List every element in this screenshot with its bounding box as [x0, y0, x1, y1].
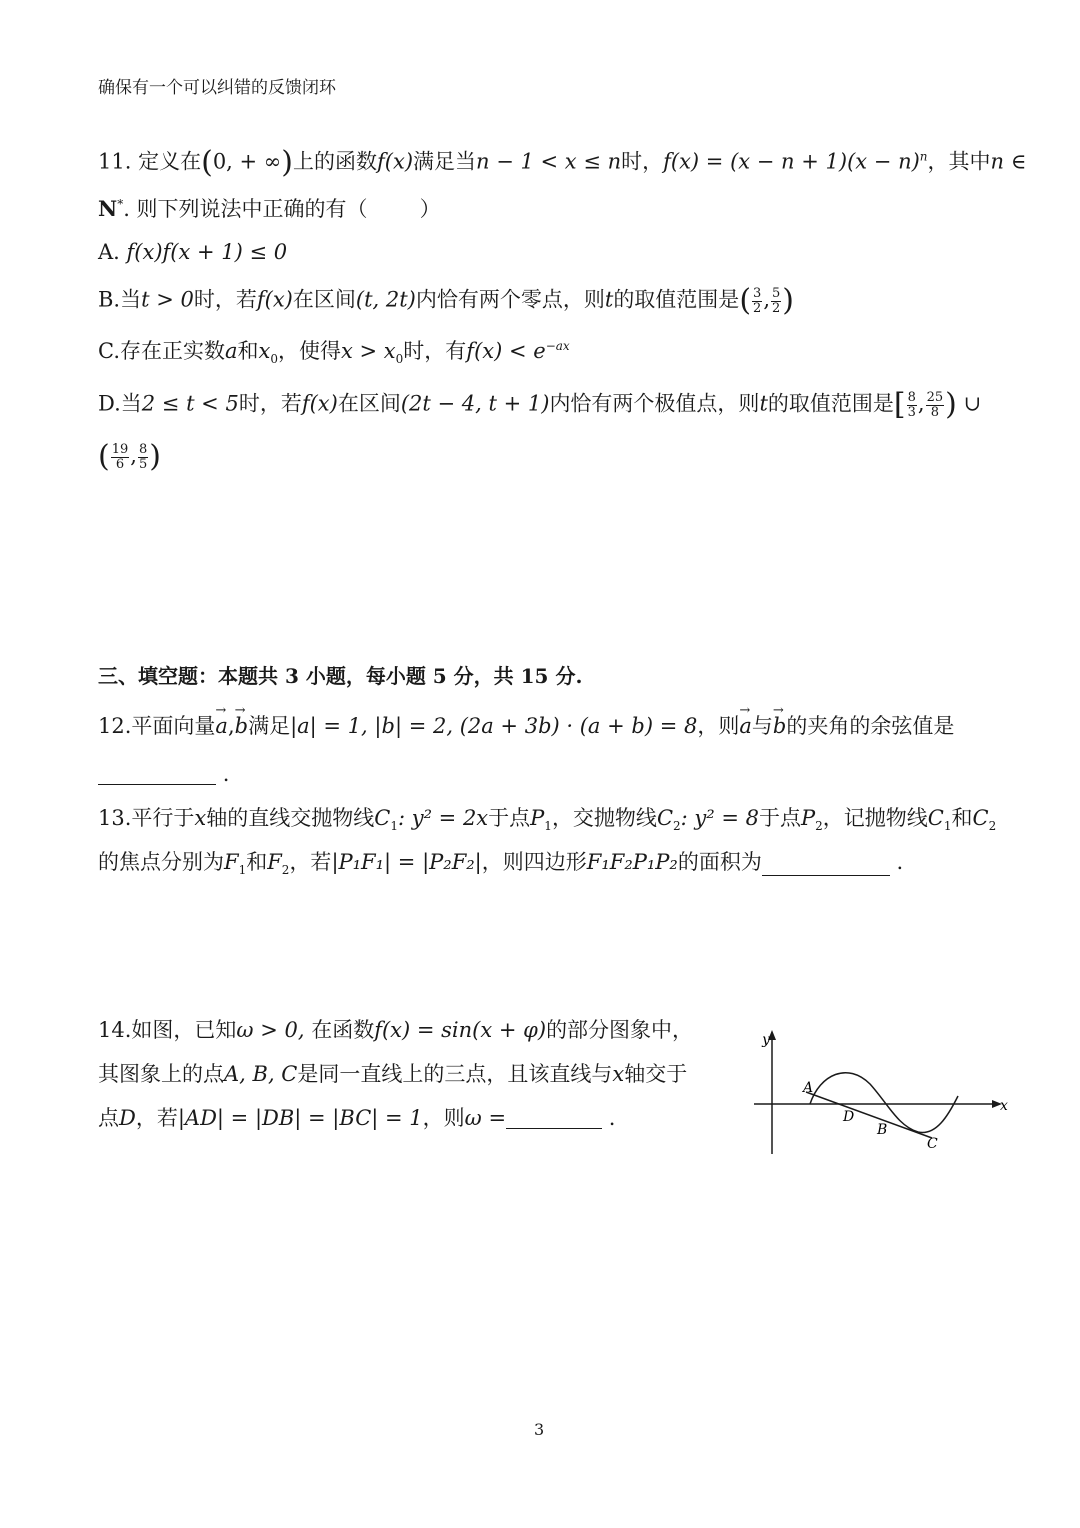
q13-number: 13. — [98, 806, 132, 830]
point-c-label: C — [927, 1136, 938, 1152]
q11-line2: N*. 则下列说法中正确的有（ ） — [98, 196, 441, 221]
page-header: 确保有一个可以纠错的反馈闭环 — [98, 78, 336, 98]
q14-line2: 其图象上的点A, B, C是同一直线上的三点，且该直线与x轴交于 — [98, 1062, 688, 1086]
fraction: $\frac{3}{2}$ — [753, 285, 762, 316]
q12-number: 12. — [98, 714, 132, 738]
fraction: $\frac{8}{5}$ — [138, 441, 148, 472]
answer-blank[interactable] — [762, 857, 890, 876]
y-axis-label: y — [762, 1032, 770, 1048]
page-number: 3 — [534, 1420, 545, 1439]
section-title: 三、填空题：本题共 3 小题，每小题 5 分，共 15 分. — [98, 664, 583, 688]
q11-option-c: C.存在正实数a和$x_0$，使得$x > x_0$时，有$f(x) < e^{-ax}$ — [98, 339, 570, 367]
fraction: $\frac{5}{2}$ — [772, 285, 781, 316]
q11-option-d-cont: ( $\frac{19}{6}$ , $\frac{8}{5}$ ) — [98, 439, 161, 474]
point-b-label: B — [877, 1122, 888, 1138]
answer-blank[interactable] — [506, 1110, 602, 1129]
point-a-label: A — [803, 1080, 814, 1096]
q11-option-d: D.当2 ≤ t < 5时，若f(x)在区间(2t − 4, t + 1)内恰有两个极值点，则t的取值范围是[ $\frac{8}{3}$ , $\frac{25}{8}$ ) ∪ — [98, 387, 982, 422]
q14-number: 14. — [98, 1018, 132, 1042]
fraction: $\frac{25}{8}$ — [926, 389, 944, 420]
q11-number: 11. — [98, 149, 132, 174]
q13-line1: 13.平行于x轴的直线交抛物线$C_1$: y² = 2x于点$P_1$，交抛物线$C_2$: y² = 8于点$P_2$，记抛物线$C_1$和$C_2$ — [98, 806, 997, 834]
q11-option-b: B.当t > 0时，若f(x)在区间(t, 2t)内恰有两个零点，则t的取值范围是( $\frac{3}{2}$ , $\frac{5}{2}$ ) — [98, 283, 794, 318]
q11-line1: 11. 定义在(0, + ∞)上的函数f(x)满足当n − 1 < x ≤ n时，$f(x) = (x - n + 1)(x - n)^n$，其中n ∈ — [98, 145, 1027, 180]
fraction: $\frac{19}{6}$ — [111, 441, 129, 472]
q11-option-a: A. f(x)f(x + 1) ≤ 0 — [98, 240, 288, 264]
fraction: $\frac{8}{3}$ — [907, 389, 916, 420]
q14-line1: 14.如图，已知ω > 0, 在函数f(x) = sin(x + φ)的部分图象中， — [98, 1018, 694, 1042]
line-abc — [806, 1092, 932, 1138]
answer-blank[interactable] — [98, 766, 216, 785]
x-axis-label: x — [1000, 1098, 1008, 1114]
q14-line3: 点D，若|AD| = |DB| = |BC| = 1，则ω = . — [98, 1106, 616, 1130]
point-d-label: D — [843, 1109, 855, 1125]
q12-line1: 12.平面向量→ a,→ b满足|a| = 1, |b| = 2, (2a + 3b) · (a + b) = 8，则→ a与→ b的夹角的余弦值是 — [98, 716, 954, 737]
q13-line2: 的焦点分别为$F_1$和$F_2$，若|P₁F₁| = |P₂F₂|，则四边形F₁F₂P₁P₂的面积为 . — [98, 850, 904, 878]
sine-graph-figure — [748, 1024, 1018, 1156]
q12-line2: . — [98, 764, 229, 785]
